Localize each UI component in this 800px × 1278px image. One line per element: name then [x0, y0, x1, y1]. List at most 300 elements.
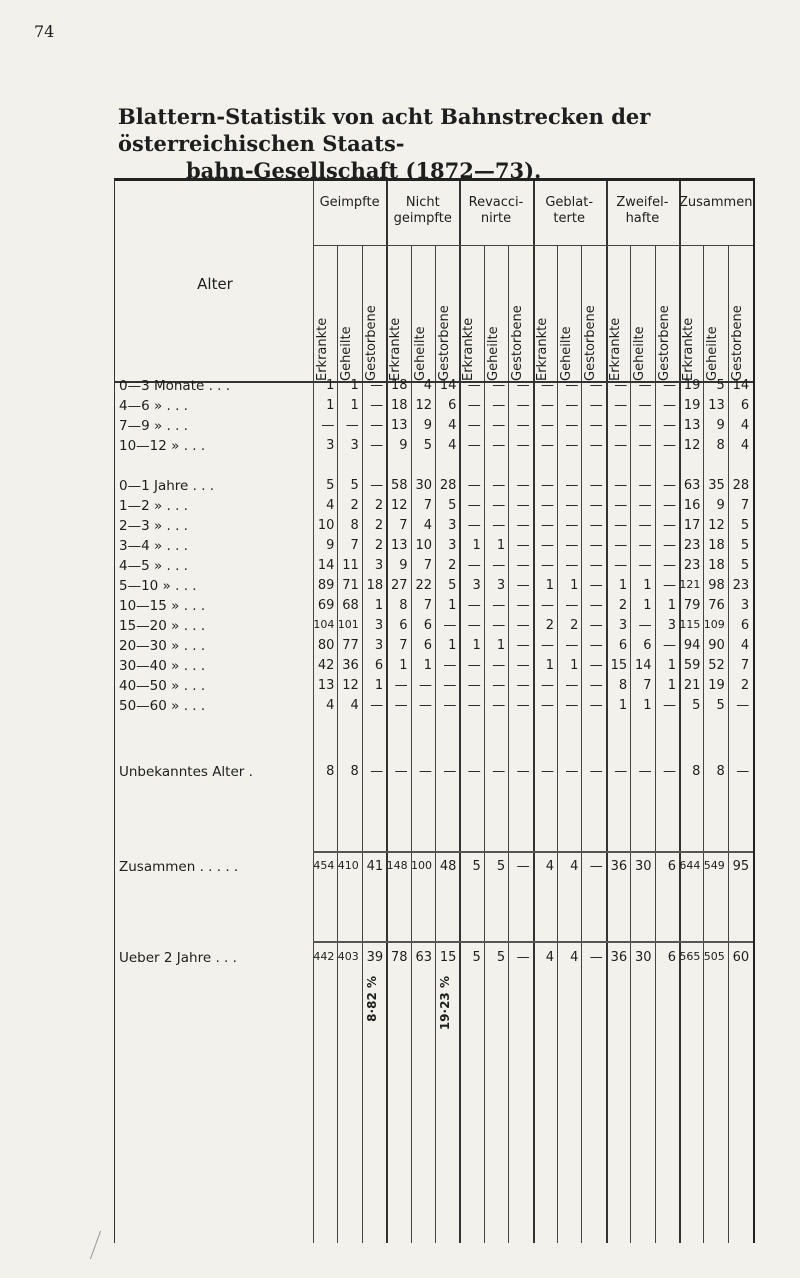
table-cell: 3 — [618, 618, 628, 633]
table-cell: — — [614, 418, 628, 433]
table-cell: — — [589, 558, 603, 573]
table-cell: — — [614, 518, 628, 533]
table-cell: — — [662, 438, 676, 453]
table-row — [115, 518, 753, 536]
table-cell: — — [467, 764, 481, 779]
table-cell: — — [540, 698, 554, 713]
group-header: Revacci-nirte — [468, 195, 524, 226]
group-header: Zweifel-hafte — [616, 195, 669, 226]
table-cell: — — [467, 518, 481, 533]
table-cell: 22 — [415, 578, 432, 593]
table-cell: 15 — [610, 658, 628, 673]
table-cell: 76 — [708, 598, 725, 613]
table-cell: 3 — [448, 518, 457, 533]
row-label: 50—60 » . . . — [119, 698, 206, 714]
table-row — [115, 558, 753, 576]
table-cell: 148 — [386, 859, 408, 872]
table-cell: 80 — [317, 638, 335, 653]
table-cell: — — [589, 598, 603, 613]
table-cell: 1 — [570, 578, 579, 593]
table-cell: 5 — [350, 478, 359, 493]
table-cell: 1 — [374, 678, 384, 693]
table-cell: 36 — [342, 658, 359, 673]
table-cell: — — [589, 578, 603, 593]
table-cell: — — [540, 764, 554, 779]
table-cell: 1 — [667, 598, 676, 613]
table-cell: 3 — [667, 618, 676, 633]
table-cell: 28 — [439, 478, 457, 493]
table-cell: 505 — [703, 950, 725, 963]
table-cell: 1 — [667, 678, 676, 693]
table-cell: 6 — [399, 618, 408, 633]
table-cell: 2 — [740, 678, 750, 693]
table-cell: — — [638, 518, 652, 533]
table-cell: — — [516, 618, 530, 633]
table-cell: — — [736, 764, 750, 779]
table-cell: 14 — [635, 658, 652, 673]
subcolumn-header: Gestorbene — [656, 305, 672, 381]
table-cell: — — [662, 418, 676, 433]
table-cell: — — [540, 498, 554, 513]
header-divider — [313, 245, 753, 246]
table-cell: 5 — [326, 478, 335, 493]
table-cell: — — [589, 538, 603, 553]
table-cell: 6 — [740, 618, 750, 633]
row-label: 1—2 » . . . — [119, 498, 188, 514]
table-cell: — — [467, 678, 481, 693]
table-row — [115, 418, 753, 436]
table-cell: 2 — [570, 618, 579, 633]
table-cell: 15 — [439, 950, 457, 965]
table-cell: — — [321, 418, 335, 433]
table-cell: — — [589, 378, 603, 393]
table-cell: — — [565, 398, 579, 413]
table-cell: — — [540, 478, 554, 493]
table-cell: 13 — [391, 418, 408, 433]
table-cell: — — [492, 518, 506, 533]
row-divider — [313, 941, 753, 943]
subcolumn-header: Geheilte — [705, 326, 721, 381]
table-cell: 23 — [683, 558, 701, 573]
table-cell: 4 — [448, 438, 457, 453]
table-cell: — — [614, 398, 628, 413]
group-header: Zusammen — [679, 195, 753, 210]
table-cell: 98 — [708, 578, 725, 593]
table-row — [115, 538, 753, 556]
table-cell: 442 — [313, 950, 335, 963]
table-cell: 30 — [415, 478, 432, 493]
table-cell: — — [492, 678, 506, 693]
table-cell: — — [614, 498, 628, 513]
table-cell: 9 — [423, 418, 432, 433]
table-cell: — — [467, 478, 481, 493]
table-cell: — — [345, 418, 359, 433]
table-cell: 1 — [350, 378, 359, 393]
table-cell: 1 — [545, 658, 554, 673]
table-row — [115, 950, 753, 968]
subcolumn-header: Erkrankte — [534, 317, 550, 381]
table-cell: — — [565, 478, 579, 493]
table-cell: — — [516, 478, 530, 493]
table-cell: 68 — [342, 598, 359, 613]
row-label: 30—40 » . . . — [119, 658, 206, 674]
table-cell: 18 — [391, 378, 408, 393]
table-cell: 3 — [374, 558, 384, 573]
table-cell: 78 — [391, 950, 408, 965]
subcolumn-header: Gestorbene — [729, 305, 745, 381]
table-cell: — — [467, 498, 481, 513]
table-cell: 8 — [399, 598, 408, 613]
table-cell: 5 — [740, 518, 750, 533]
table-cell: 1 — [618, 578, 628, 593]
table-cell: 9 — [399, 438, 408, 453]
table-cell: 52 — [708, 658, 725, 673]
table-cell: — — [565, 638, 579, 653]
table-cell: 12 — [683, 438, 701, 453]
table-row — [115, 658, 753, 676]
table-cell: 30 — [635, 950, 652, 965]
table-cell: — — [565, 698, 579, 713]
table-cell: 2 — [545, 618, 554, 633]
table-cell: 12 — [391, 498, 408, 513]
table-cell: — — [467, 598, 481, 613]
table-cell: — — [516, 578, 530, 593]
table-cell: 12 — [342, 678, 359, 693]
table-cell: — — [589, 678, 603, 693]
table-cell: — — [516, 498, 530, 513]
table-cell: 5 — [448, 578, 457, 593]
table-cell: 4 — [740, 418, 750, 433]
table-cell: 6 — [667, 859, 676, 874]
table-cell: — — [370, 764, 384, 779]
table-cell: 18 — [366, 578, 384, 593]
table-cell: — — [638, 538, 652, 553]
table-cell: — — [516, 859, 530, 874]
subcolumn-header: Geheilte — [412, 326, 428, 381]
title-line-1: Blattern-Statistik von acht Bahnstrecken der österreichischen Staats- — [118, 104, 651, 156]
table-cell: 18 — [391, 398, 408, 413]
table-cell: 1 — [618, 698, 628, 713]
table-cell: — — [638, 398, 652, 413]
table-cell: — — [443, 764, 457, 779]
table-cell: 13 — [317, 678, 335, 693]
margin-mark — [90, 1231, 101, 1260]
table-cell: — — [736, 698, 750, 713]
subcolumn-header: Erkrankte — [388, 317, 404, 381]
table-cell: — — [638, 558, 652, 573]
table-cell: 10 — [415, 538, 432, 553]
table-cell: 11 — [342, 558, 359, 573]
table-cell: — — [589, 698, 603, 713]
table-cell: 63 — [683, 478, 701, 493]
table-cell: 1 — [326, 398, 335, 413]
table-cell: — — [516, 558, 530, 573]
row-label: 5—10 » . . . — [119, 578, 197, 594]
subcolumn-header: Gestorbene — [363, 305, 379, 381]
table-cell: 3 — [326, 438, 335, 453]
table-cell: — — [662, 698, 676, 713]
table-cell: 60 — [732, 950, 750, 965]
table-cell: — — [589, 478, 603, 493]
table-cell: — — [638, 498, 652, 513]
row-label: 3—4 » . . . — [119, 538, 188, 554]
table-cell: 7 — [423, 498, 432, 513]
row-label: Ueber 2 Jahre . . . — [119, 950, 237, 966]
table-cell: 6 — [643, 638, 652, 653]
table-cell: 1 — [643, 698, 652, 713]
table-cell: — — [662, 578, 676, 593]
row-label: 0—1 Jahre . . . — [119, 478, 215, 494]
table-cell: 6 — [740, 398, 750, 413]
table-cell: — — [662, 764, 676, 779]
table-cell: 8 — [692, 764, 701, 779]
table-cell: — — [589, 658, 603, 673]
row-label: 20—30 » . . . — [119, 638, 206, 654]
table-cell: — — [443, 618, 457, 633]
table-cell: — — [492, 618, 506, 633]
table-cell: — — [589, 618, 603, 633]
table-cell: 100 — [410, 859, 432, 872]
table-cell: 1 — [448, 638, 457, 653]
statistics-table — [114, 178, 755, 1243]
table-cell: — — [394, 764, 408, 779]
table-cell: 77 — [342, 638, 359, 653]
table-cell: — — [370, 398, 384, 413]
table-cell: 3 — [496, 578, 506, 593]
table-cell: 4 — [545, 950, 554, 965]
subcolumn-header: Erkrankte — [607, 317, 623, 381]
subcolumn-header: Geheilte — [632, 326, 648, 381]
table-cell: 6 — [448, 398, 457, 413]
table-cell: 12 — [415, 398, 432, 413]
table-cell: 94 — [683, 638, 701, 653]
table-cell: — — [516, 438, 530, 453]
table-cell: 13 — [683, 418, 701, 433]
row-label: 10—15 » . . . — [119, 598, 206, 614]
table-cell: 1 — [423, 658, 432, 673]
table-cell: — — [589, 438, 603, 453]
table-cell: 79 — [683, 598, 701, 613]
table-cell: 69 — [317, 598, 335, 613]
table-cell: 36 — [610, 859, 628, 874]
table-cell: — — [638, 378, 652, 393]
table-cell: — — [565, 598, 579, 613]
table-cell: — — [516, 378, 530, 393]
table-cell: 30 — [635, 859, 652, 874]
table-cell: — — [589, 859, 603, 874]
table-row — [115, 698, 753, 716]
table-cell: 19 — [683, 378, 701, 393]
table-cell: — — [492, 398, 506, 413]
table-cell: 42 — [317, 658, 335, 673]
table-cell: 7 — [423, 558, 432, 573]
table-cell: 8 — [350, 764, 359, 779]
table-cell: — — [565, 518, 579, 533]
table-cell: 8 — [350, 518, 359, 533]
table-cell: 4 — [423, 378, 432, 393]
table-cell: 1 — [643, 578, 652, 593]
table-cell: 2 — [374, 538, 384, 553]
table-cell: — — [565, 538, 579, 553]
table-cell: 104 — [313, 618, 335, 631]
table-cell: — — [443, 678, 457, 693]
percent-geimpfte: 8·82 % — [364, 976, 379, 1022]
table-cell: — — [370, 438, 384, 453]
table-cell: 95 — [732, 859, 750, 874]
table-row — [115, 478, 753, 496]
table-cell: — — [565, 558, 579, 573]
table-cell: — — [467, 658, 481, 673]
group-header: Nicht geimpfte — [393, 195, 452, 226]
table-cell: — — [662, 498, 676, 513]
table-row — [115, 498, 753, 516]
table-cell: 18 — [708, 538, 725, 553]
row-label: 7—9 » . . . — [119, 418, 188, 434]
table-cell: 36 — [610, 950, 628, 965]
table-cell: 4 — [448, 418, 457, 433]
page-number: 74 — [34, 22, 55, 41]
table-cell: — — [516, 398, 530, 413]
table-cell: 4 — [570, 859, 579, 874]
table-cell: — — [662, 518, 676, 533]
subcolumn-header: Erkrankte — [315, 317, 330, 381]
table-cell: 28 — [732, 478, 750, 493]
table-cell: — — [540, 418, 554, 433]
table-cell: 8 — [716, 764, 725, 779]
table-cell: 4 — [326, 698, 335, 713]
table-cell: 6 — [667, 950, 676, 965]
table-cell: 109 — [703, 618, 725, 631]
table-cell: 39 — [366, 950, 384, 965]
row-label: 4—6 » . . . — [119, 398, 188, 414]
table-cell: 403 — [337, 950, 359, 963]
table-row — [115, 678, 753, 696]
table-cell: — — [662, 538, 676, 553]
table-cell: — — [565, 498, 579, 513]
table-cell: 41 — [366, 859, 384, 874]
table-cell: 1 — [472, 638, 481, 653]
table-cell: 5 — [496, 859, 506, 874]
table-cell: — — [638, 618, 652, 633]
table-cell: — — [662, 558, 676, 573]
table-cell: 4 — [350, 698, 359, 713]
subcolumn-header: Geheilte — [485, 326, 501, 381]
table-cell: — — [516, 418, 530, 433]
subcolumn-header: Erkrankte — [681, 317, 696, 381]
table-cell: — — [638, 764, 652, 779]
table-cell: — — [614, 478, 628, 493]
table-cell: — — [589, 498, 603, 513]
table-row — [115, 578, 753, 596]
row-label: 0—3 Monate . . . — [119, 378, 231, 394]
table-cell: — — [370, 698, 384, 713]
table-cell: 1 — [496, 638, 506, 653]
table-cell: — — [516, 678, 530, 693]
table-cell: 1 — [399, 658, 408, 673]
table-cell: — — [467, 418, 481, 433]
table-cell: 7 — [399, 518, 408, 533]
table-cell: — — [516, 658, 530, 673]
table-row — [115, 638, 753, 656]
table-cell: 13 — [391, 538, 408, 553]
table-cell: 35 — [708, 478, 725, 493]
table-cell: 9 — [326, 538, 335, 553]
table-cell: — — [540, 518, 554, 533]
table-cell: 3 — [472, 578, 481, 593]
table-cell: 12 — [708, 518, 725, 533]
table-cell: — — [492, 764, 506, 779]
table-cell: 1 — [667, 658, 676, 673]
table-cell: 101 — [337, 618, 359, 631]
table-cell: 3 — [350, 438, 359, 453]
table-cell: — — [418, 764, 432, 779]
table-cell: — — [589, 950, 603, 965]
table-cell: 63 — [415, 950, 432, 965]
alter-header: Alter — [197, 275, 233, 293]
table-cell: 8 — [618, 678, 628, 693]
table-cell: 17 — [683, 518, 701, 533]
table-cell: — — [589, 398, 603, 413]
table-cell: — — [614, 558, 628, 573]
table-cell: 4 — [545, 859, 554, 874]
table-cell: — — [589, 764, 603, 779]
table-cell: 10 — [317, 518, 335, 533]
group-header: Geblat-terte — [545, 195, 594, 226]
table-cell: — — [370, 478, 384, 493]
table-cell: 9 — [716, 418, 725, 433]
table-cell: — — [614, 764, 628, 779]
table-cell: 7 — [350, 538, 359, 553]
table-cell: 13 — [708, 398, 725, 413]
table-cell: 19 — [683, 398, 701, 413]
table-cell: 7 — [423, 598, 432, 613]
table-cell: 549 — [703, 859, 725, 872]
table-cell: — — [540, 558, 554, 573]
title-line-2: bahn-Gesellschaft (1872—73). — [186, 158, 542, 183]
table-cell: 121 — [679, 578, 701, 591]
table-cell: — — [565, 678, 579, 693]
table-cell: 1 — [448, 598, 457, 613]
table-cell: — — [565, 418, 579, 433]
table-cell: — — [492, 698, 506, 713]
table-cell: 18 — [708, 558, 725, 573]
table-cell: — — [492, 378, 506, 393]
table-cell: 5 — [472, 859, 481, 874]
subcolumn-header: Geheilte — [339, 326, 355, 381]
table-cell: — — [492, 498, 506, 513]
table-cell: 3 — [740, 598, 750, 613]
table-cell: — — [638, 438, 652, 453]
table-cell: 1 — [496, 538, 506, 553]
group-header: Geimpfte — [319, 195, 380, 210]
table-cell: 71 — [342, 578, 359, 593]
table-cell: — — [540, 638, 554, 653]
table-cell: — — [467, 378, 481, 393]
table-cell: 8 — [716, 438, 725, 453]
table-row — [115, 618, 753, 636]
table-cell: — — [516, 638, 530, 653]
table-cell: — — [516, 764, 530, 779]
table-cell: 58 — [391, 478, 408, 493]
table-cell: 644 — [679, 859, 701, 872]
row-label: Unbekanntes Alter . — [119, 764, 253, 780]
table-row — [115, 398, 753, 416]
table-cell: 4 — [570, 950, 579, 965]
table-cell: — — [540, 538, 554, 553]
table-cell: — — [589, 518, 603, 533]
table-cell: 14 — [439, 378, 457, 393]
table-cell: 5 — [740, 558, 750, 573]
